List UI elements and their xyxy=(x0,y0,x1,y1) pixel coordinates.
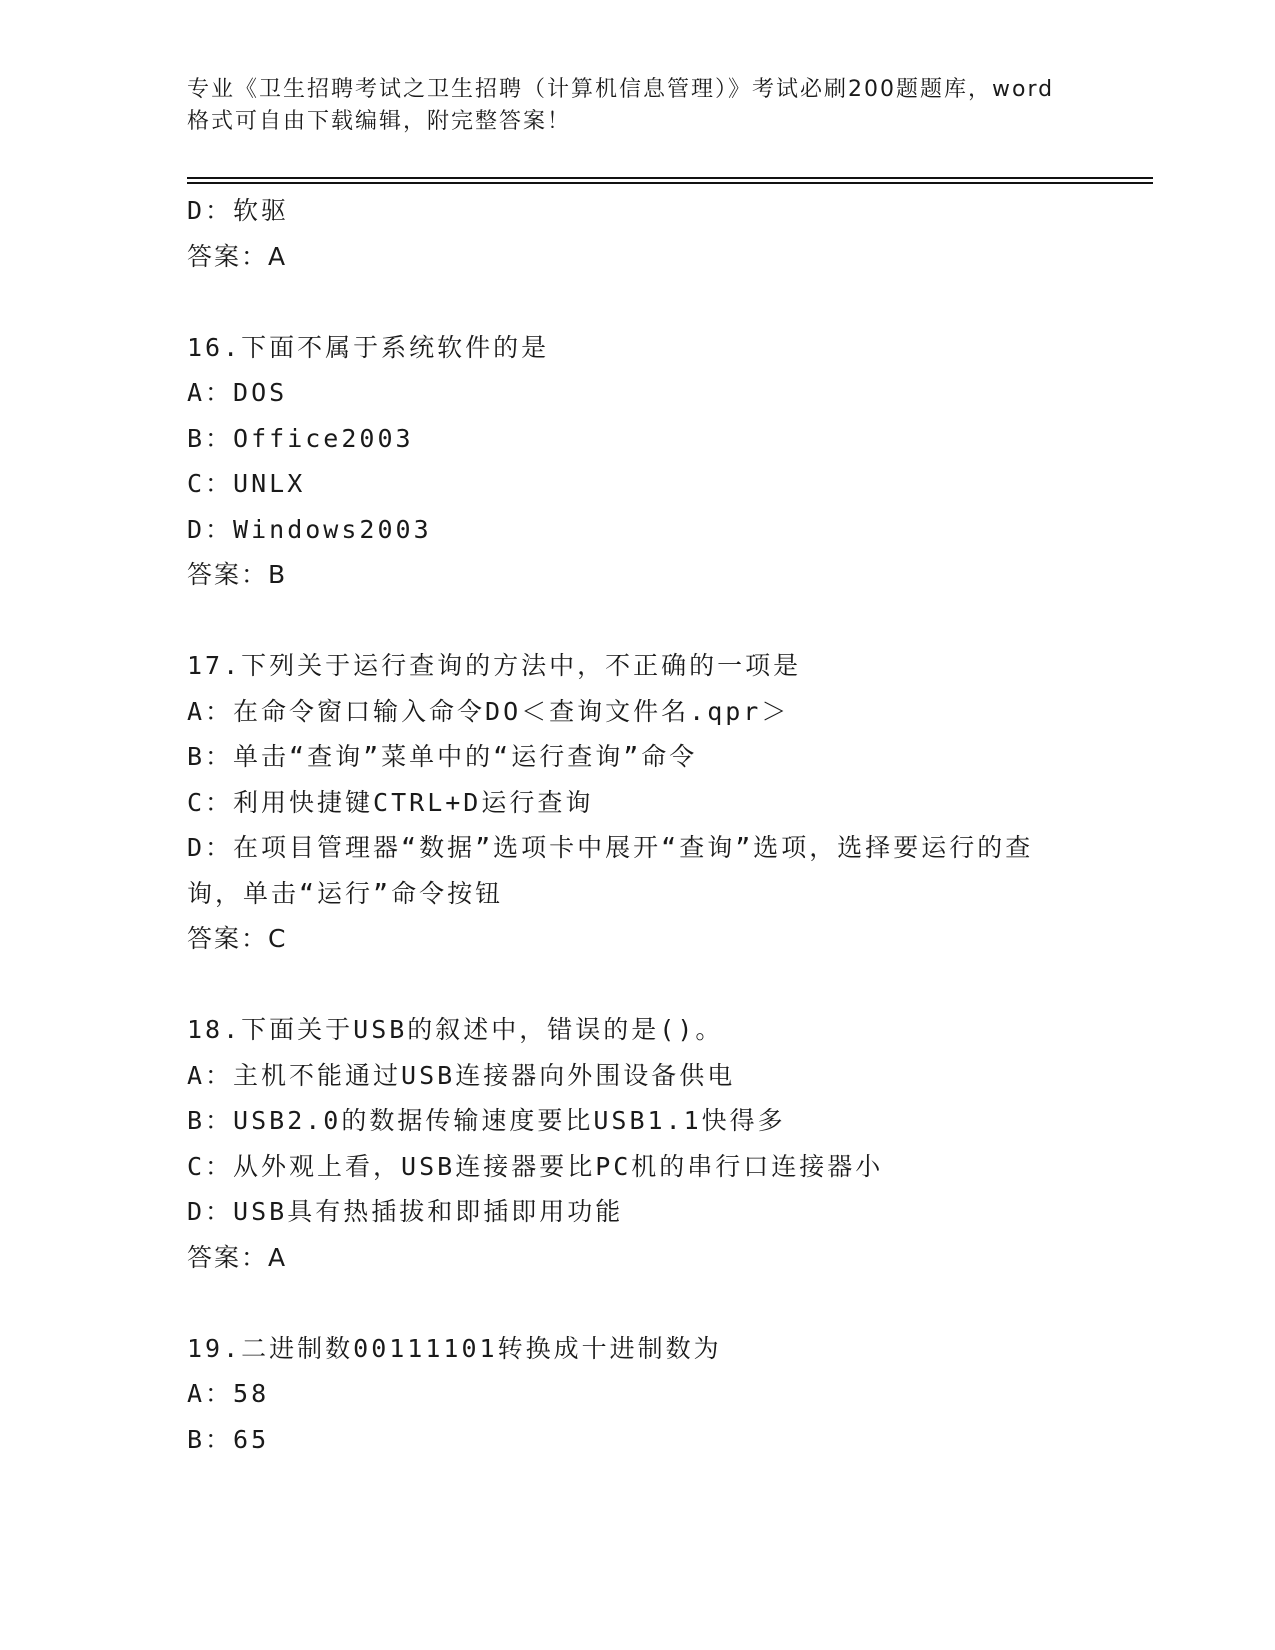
question-16 xyxy=(187,325,1087,598)
spacer xyxy=(187,1280,1087,1326)
option-b: B：Office2003 xyxy=(187,423,414,453)
option-c: C：利用快捷键CTRL+D运行查询 xyxy=(187,787,594,817)
answer: 答案：B xyxy=(187,560,288,589)
spacer xyxy=(187,962,1087,1008)
option-c: C：UNLX xyxy=(187,469,306,498)
option-a: A：DOS xyxy=(187,378,288,407)
header-divider-bottom xyxy=(187,182,1153,184)
prev-question-option-d: D：软驱 xyxy=(187,196,290,225)
question-19 xyxy=(187,1326,1087,1463)
spacer xyxy=(187,598,1087,644)
option-d: D：USB具有热插拔和即插即用功能 xyxy=(187,1197,624,1226)
option-c: C：从外观上看，USB连接器要比PC机的串行口连接器小 xyxy=(187,1151,884,1181)
option-d: D：在项目管理器“数据”选项卡中展开“查询”选项，选择要运行的查询，单击“运行”命令按钮 xyxy=(187,833,1034,908)
answer: 答案：C xyxy=(187,924,288,953)
option-a: A：58 xyxy=(187,1379,270,1408)
question-text: 19.二进制数00111101转换成十进制数为 xyxy=(187,1333,722,1363)
question-text: 16.下面不属于系统软件的是 xyxy=(187,332,550,362)
question-18 xyxy=(187,1007,1087,1280)
option-b: B：单击“查询”菜单中的“运行查询”命令 xyxy=(187,742,698,771)
question-text: 18.下面关于USB的叙述中，错误的是()。 xyxy=(187,1015,724,1044)
prev-question-answer: 答案：A xyxy=(187,241,288,271)
question-list xyxy=(187,188,1087,1462)
header-title-line-1: 专业《卫生招聘考试之卫生招聘（计算机信息管理）》考试必刷200题题库，word xyxy=(187,77,1055,102)
header-divider-top xyxy=(187,177,1153,179)
header-title-line-2: 格式可自由下载编辑，附完整答案！ xyxy=(187,109,572,134)
option-a: A：主机不能通过USB连接器向外围设备供电 xyxy=(187,1060,736,1090)
answer: 答案：A xyxy=(187,1242,288,1272)
option-a: A：在命令窗口输入命令DO＜查询文件名.qpr＞ xyxy=(187,696,790,726)
option-b: B：USB2.0的数据传输速度要比USB1.1快得多 xyxy=(187,1106,786,1135)
option-b: B：65 xyxy=(187,1424,270,1454)
document-header xyxy=(187,74,1087,138)
option-d: D：Windows2003 xyxy=(187,514,432,544)
question-text: 17.下列关于运行查询的方法中，不正确的一项是 xyxy=(187,651,802,680)
question-17 xyxy=(187,643,1087,962)
spacer xyxy=(187,279,1087,325)
